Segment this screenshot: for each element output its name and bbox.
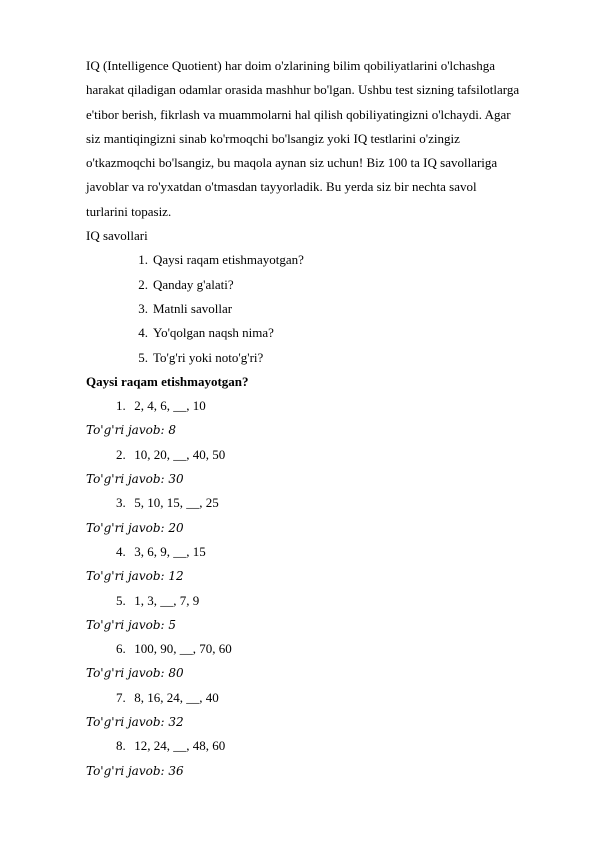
toc-item-label: Yo'qolgan naqsh nima? — [153, 325, 274, 341]
question-text: 5, 10, 15, __, 25 — [134, 495, 219, 511]
question-item — [86, 686, 556, 710]
intro-line: turlarini topasiz. — [86, 203, 172, 219]
intro-paragraph — [86, 54, 556, 224]
question-item — [86, 443, 556, 467]
answer-text: To'g'ri javob: 80 — [86, 666, 184, 681]
intro-line: e'tibor berish, fikrlash va muammolarni hal qilish qobiliyatingizni o'lchaydi. Agar — [86, 106, 511, 122]
answer-text: To'g'ri javob: 32 — [86, 715, 184, 730]
answer-text: To'g'ri javob: 8 — [86, 423, 177, 438]
question-text: 1, 3, __, 7, 9 — [134, 592, 200, 608]
intro-line: o'tkazmoqchi bo'lsangiz, bu maqola aynan siz uchun! Biz 100 ta IQ savollariga — [86, 155, 498, 171]
question-text: 8, 16, 24, __, 40 — [134, 689, 219, 705]
toc-item-number: 1. — [138, 252, 148, 268]
question-number: 6. — [116, 641, 126, 657]
toc-item-number: 2. — [138, 276, 148, 292]
answer-text: To'g'ri javob: 5 — [86, 617, 177, 632]
question-number: 8. — [116, 738, 126, 754]
question-text: 3, 6, 9, __, 15 — [134, 543, 206, 559]
question-item — [86, 394, 556, 418]
question-text: 12, 24, __, 48, 60 — [134, 738, 226, 754]
answer-text: To'g'ri javob: 36 — [86, 763, 184, 778]
question-text: 10, 20, __, 40, 50 — [134, 446, 226, 462]
section-heading: Qaysi raqam etishmayotgan? — [86, 373, 249, 389]
answer-text: To'g'ri javob: 30 — [86, 472, 184, 487]
toc-item-number: 4. — [138, 325, 148, 341]
toc-item[interactable] — [86, 346, 556, 370]
toc-item-label: Qanday g'alati? — [153, 276, 234, 292]
question-text: 100, 90, __, 70, 60 — [134, 641, 232, 657]
intro-line: harakat qiladigan odamlar orasida mashhur bo'lgan. Ushbu test sizning tafsilotlarga — [86, 82, 520, 98]
toc-item-number: 3. — [138, 300, 148, 316]
question-text: 2, 4, 6, __, 10 — [134, 398, 206, 414]
question-number: 5. — [116, 592, 126, 608]
toc-item-label: Matnli savollar — [153, 300, 233, 316]
question-number: 7. — [116, 689, 126, 705]
toc-item-label: Qaysi raqam etishmayotgan? — [153, 252, 304, 268]
question-item — [86, 734, 556, 758]
intro-line: IQ (Intelligence Quotient) har doim o'zlarining bilim qobiliyatlarini o'lchashga — [86, 58, 496, 73]
question-item — [86, 540, 556, 564]
question-number: 2. — [116, 446, 126, 462]
toc-list — [86, 248, 556, 369]
question-number: 4. — [116, 543, 126, 559]
answer-text: To'g'ri javob: 20 — [86, 520, 184, 535]
question-item — [86, 491, 556, 515]
document-page — [86, 54, 556, 783]
intro-line: javoblar va ro'yxatdan o'tmasdan tayyorladik. Bu yerda siz bir nechta savol — [86, 179, 477, 195]
toc-item-label: To'g'ri yoki noto'g'ri? — [153, 349, 264, 365]
toc-item[interactable] — [86, 273, 556, 297]
question-number: 3. — [116, 495, 126, 511]
toc-item[interactable] — [86, 297, 556, 321]
intro-line: siz mantiqingizni sinab ko'rmoqchi bo'lsangiz yoki IQ testlarini o'zingiz — [86, 130, 460, 146]
question-item — [86, 589, 556, 613]
question-item — [86, 637, 556, 661]
question-number: 1. — [116, 398, 126, 414]
toc-item-number: 5. — [138, 349, 148, 365]
toc-heading: IQ savollari — [86, 228, 148, 244]
answer-text: To'g'ri javob: 12 — [86, 569, 184, 584]
toc-item[interactable] — [86, 321, 556, 345]
toc-item[interactable] — [86, 248, 556, 272]
